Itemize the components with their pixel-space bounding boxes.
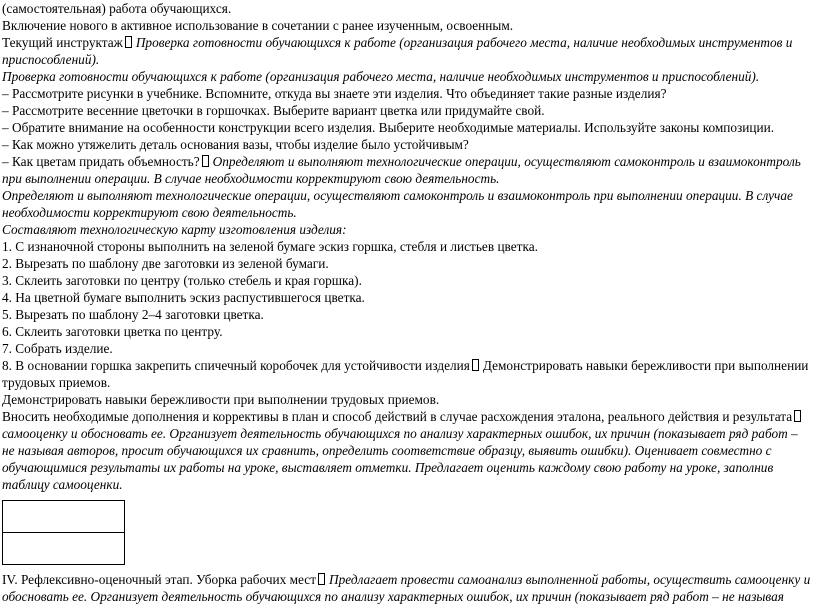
empty-table	[2, 500, 125, 565]
text-line: – Рассмотрите рисунки в учебнике. Вспомните, откуда вы знаете эти изделия. Что объединяет такие разные изделия?	[2, 86, 667, 101]
text-run-italic: Определяют и выполняют технологические операции, осуществляют самоконтроль и взаимоконтроль при выполнении операции. В случае необходимости корректируют свою деятельность.	[2, 154, 801, 186]
text-line	[2, 153, 812, 187]
text-run: – Как цветам придать объемность?	[2, 154, 200, 169]
document-body	[2, 0, 812, 605]
step-item: 4. На цветной бумаге выполнить эскиз распустившегося цветка.	[2, 290, 365, 305]
text-line	[2, 571, 812, 605]
text-line-italic: самооценку и обосновать ее. Организует деятельность обучающихся по анализу характерных ошибок, их причин (показывает ряд работ – не называя авторов, просит обучающихся их сравнить, определить соответствие образцу, выявить ошибки). Оценивает совместно с обучающимися результаты их работы на уроке, выставляет отметки. Предлагает оценить каждому свою работу на уроке, заполнив таблицу самооценки.	[2, 426, 798, 492]
text-run: Демонстрировать навыки бережливости при выполнении трудовых приемов.	[2, 358, 809, 390]
missing-glyph-icon	[202, 155, 209, 167]
text-line-italic: Составляют технологическую карту изготовления изделия:	[2, 222, 347, 237]
text-line: – Как можно утяжелить деталь основания вазы, чтобы изделие было устойчивым?	[2, 137, 469, 152]
step-item: 5. Вырезать по шаблону 2–4 заготовки цветка.	[2, 307, 264, 322]
text-line: – Обратите внимание на особенности конструкции всего изделия. Выберите необходимые материалы. Используйте законы композиции.	[2, 120, 775, 135]
text-line	[2, 34, 812, 68]
missing-glyph-icon	[318, 573, 325, 585]
missing-glyph-icon	[472, 359, 479, 371]
table-cell	[3, 501, 125, 533]
text-run: IV. Рефлексивно-оценочный этап. Уборка рабочих мест	[2, 572, 317, 587]
text-run-italic: Предлагает провести самоанализ выполненной работы, осуществить самооценку и обосновать ее. Организует деятельность обучающихся по анализу характерных ошибок, их причин (показывает ряд работ – не называя	[2, 572, 811, 604]
text-run-italic: Проверка готовности обучающихся к работе (организация рабочего места, наличие необходимых инструментов и приспособлений).	[2, 35, 793, 67]
text-line	[2, 408, 812, 425]
text-line: – Рассмотрите весенние цветочки в горшочках. Выберите вариант цветка или придумайте свой.	[2, 103, 545, 118]
text-line-italic: Определяют и выполняют технологические операции, осуществляют самоконтроль и взаимоконтроль при выполнении операции. В случае необходимости корректируют свою деятельность.	[2, 188, 793, 220]
text-line-italic: Проверка готовности обучающихся к работе (организация рабочего места, наличие необходимых инструментов и приспособлений).	[2, 69, 760, 84]
table-cell	[3, 533, 125, 565]
table-row	[3, 501, 125, 533]
step-item	[2, 357, 812, 391]
text-line: (самостоятельная) работа обучающихся.	[2, 1, 232, 16]
step-item: 6. Склеить заготовки цветка по центру.	[2, 324, 223, 339]
step-item: 7. Собрать изделие.	[2, 341, 113, 356]
step-item: 2. Вырезать по шаблону две заготовки из зеленой бумаги.	[2, 256, 329, 271]
text-run: Вносить необходимые дополнения и коррективы в план и способ действий в случае расхождения эталона, реального действия и результата	[2, 409, 793, 424]
missing-glyph-icon	[794, 410, 801, 422]
text-line: Включение нового в активное использование в сочетании с ранее изученным, освоенным.	[2, 18, 514, 33]
step-item: 3. Склеить заготовки по центру (только стебель и края горшка).	[2, 273, 362, 288]
text-line: Демонстрировать навыки бережливости при выполнении трудовых приемов.	[2, 392, 440, 407]
table-row	[3, 533, 125, 565]
missing-glyph-icon	[125, 36, 132, 48]
text-run: Текущий инструктаж	[2, 35, 123, 50]
text-run: 8. В основании горшка закрепить спичечный коробочек для устойчивости изделия	[2, 358, 470, 373]
step-item: 1. С изнаночной стороны выполнить на зеленой бумаге эскиз горшка, стебля и листьев цветка.	[2, 239, 538, 254]
